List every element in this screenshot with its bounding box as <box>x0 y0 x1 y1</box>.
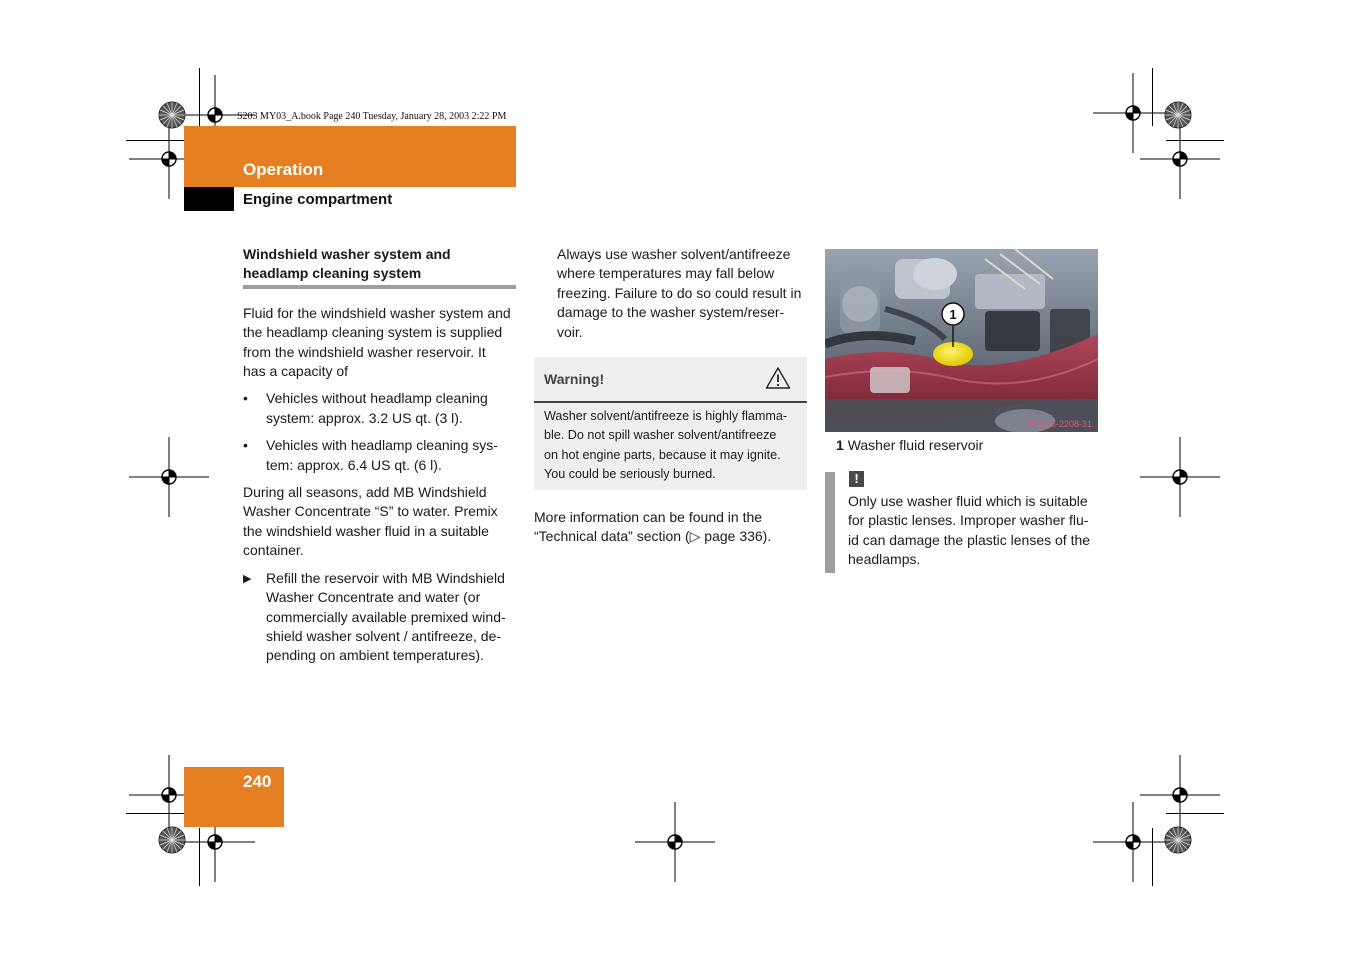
notice-icon: ! <box>849 471 864 487</box>
note-side-bar <box>825 472 835 573</box>
caption-number: 1 <box>836 437 844 453</box>
bullet-marker: • <box>243 390 248 407</box>
capacity-paragraph: Fluid for the windshield washer system and the headlamp cleaning system is supplied from the windshield washer reservoir. It has a capacity of <box>243 304 511 380</box>
figure-code: P82.35-2208-31 <box>1027 419 1092 429</box>
engine-compartment-photo <box>825 249 1098 432</box>
warning-title: Warning! <box>544 371 605 387</box>
heading-rule <box>243 285 516 289</box>
caption-text: Washer fluid reservoir <box>847 437 984 453</box>
instruction-step: ▶ Refill the reservoir with MB Windshield Washer Concentrate and water (or commercially available premixed wind- shield washer solvent / antifreeze, de- pending on ambient temperatures). <box>243 569 506 664</box>
warning-text: Washer solvent/antifreeze is highly flamma- ble. Do not spill washer solvent/antifreeze on hot engine parts, because it may ignite. You could be seriously burned. <box>544 409 788 481</box>
bullet-marker: • <box>243 437 248 454</box>
step-arrow-icon: ▶ <box>243 572 252 585</box>
warning-triangle-icon <box>765 366 791 390</box>
figure-callout-number: 1 <box>949 307 957 322</box>
antifreeze-paragraph: Always use washer solvent/antifreeze where temperatures may fall below freezing. Failure to do so could result in damage to the washer system/reser- voir. <box>557 246 802 340</box>
warning-box <box>534 357 807 490</box>
technical-data-paragraph: More information can be found in the “Technical data” section (▷ page 336). <box>534 509 772 545</box>
concentrate-paragraph: During all seasons, add MB Windshield Washer Concentrate “S” to water. Premix the windshield washer fluid in a suitable container. <box>243 484 498 559</box>
section-header-bar <box>184 126 516 187</box>
list-item: • Vehicles with headlamp cleaning sys- tem: approx. 6.4 US qt. (6 l). <box>243 437 498 473</box>
list-item: • Vehicles without headlamp cleaning system: approx. 3.2 US qt. (3 l). <box>243 390 488 426</box>
section-heading: Windshield washer system and headlamp cleaning system <box>243 246 451 282</box>
warning-divider <box>534 401 807 403</box>
figure-caption <box>836 436 983 455</box>
subsection-title: Engine compartment <box>243 191 393 208</box>
section-title: Operation <box>243 160 324 179</box>
note-text: Only use washer fluid which is suitable for plastic lenses. Improper washer flu- id can damage the plastic lenses of the headlamps. <box>848 493 1091 568</box>
page-number: 240 <box>243 772 272 791</box>
print-slug: S203 MY03_A.book Page 240 Tuesday, January 28, 2003 2:22 PM <box>237 111 507 122</box>
subsection-marker <box>184 187 234 211</box>
column-left <box>243 245 518 666</box>
